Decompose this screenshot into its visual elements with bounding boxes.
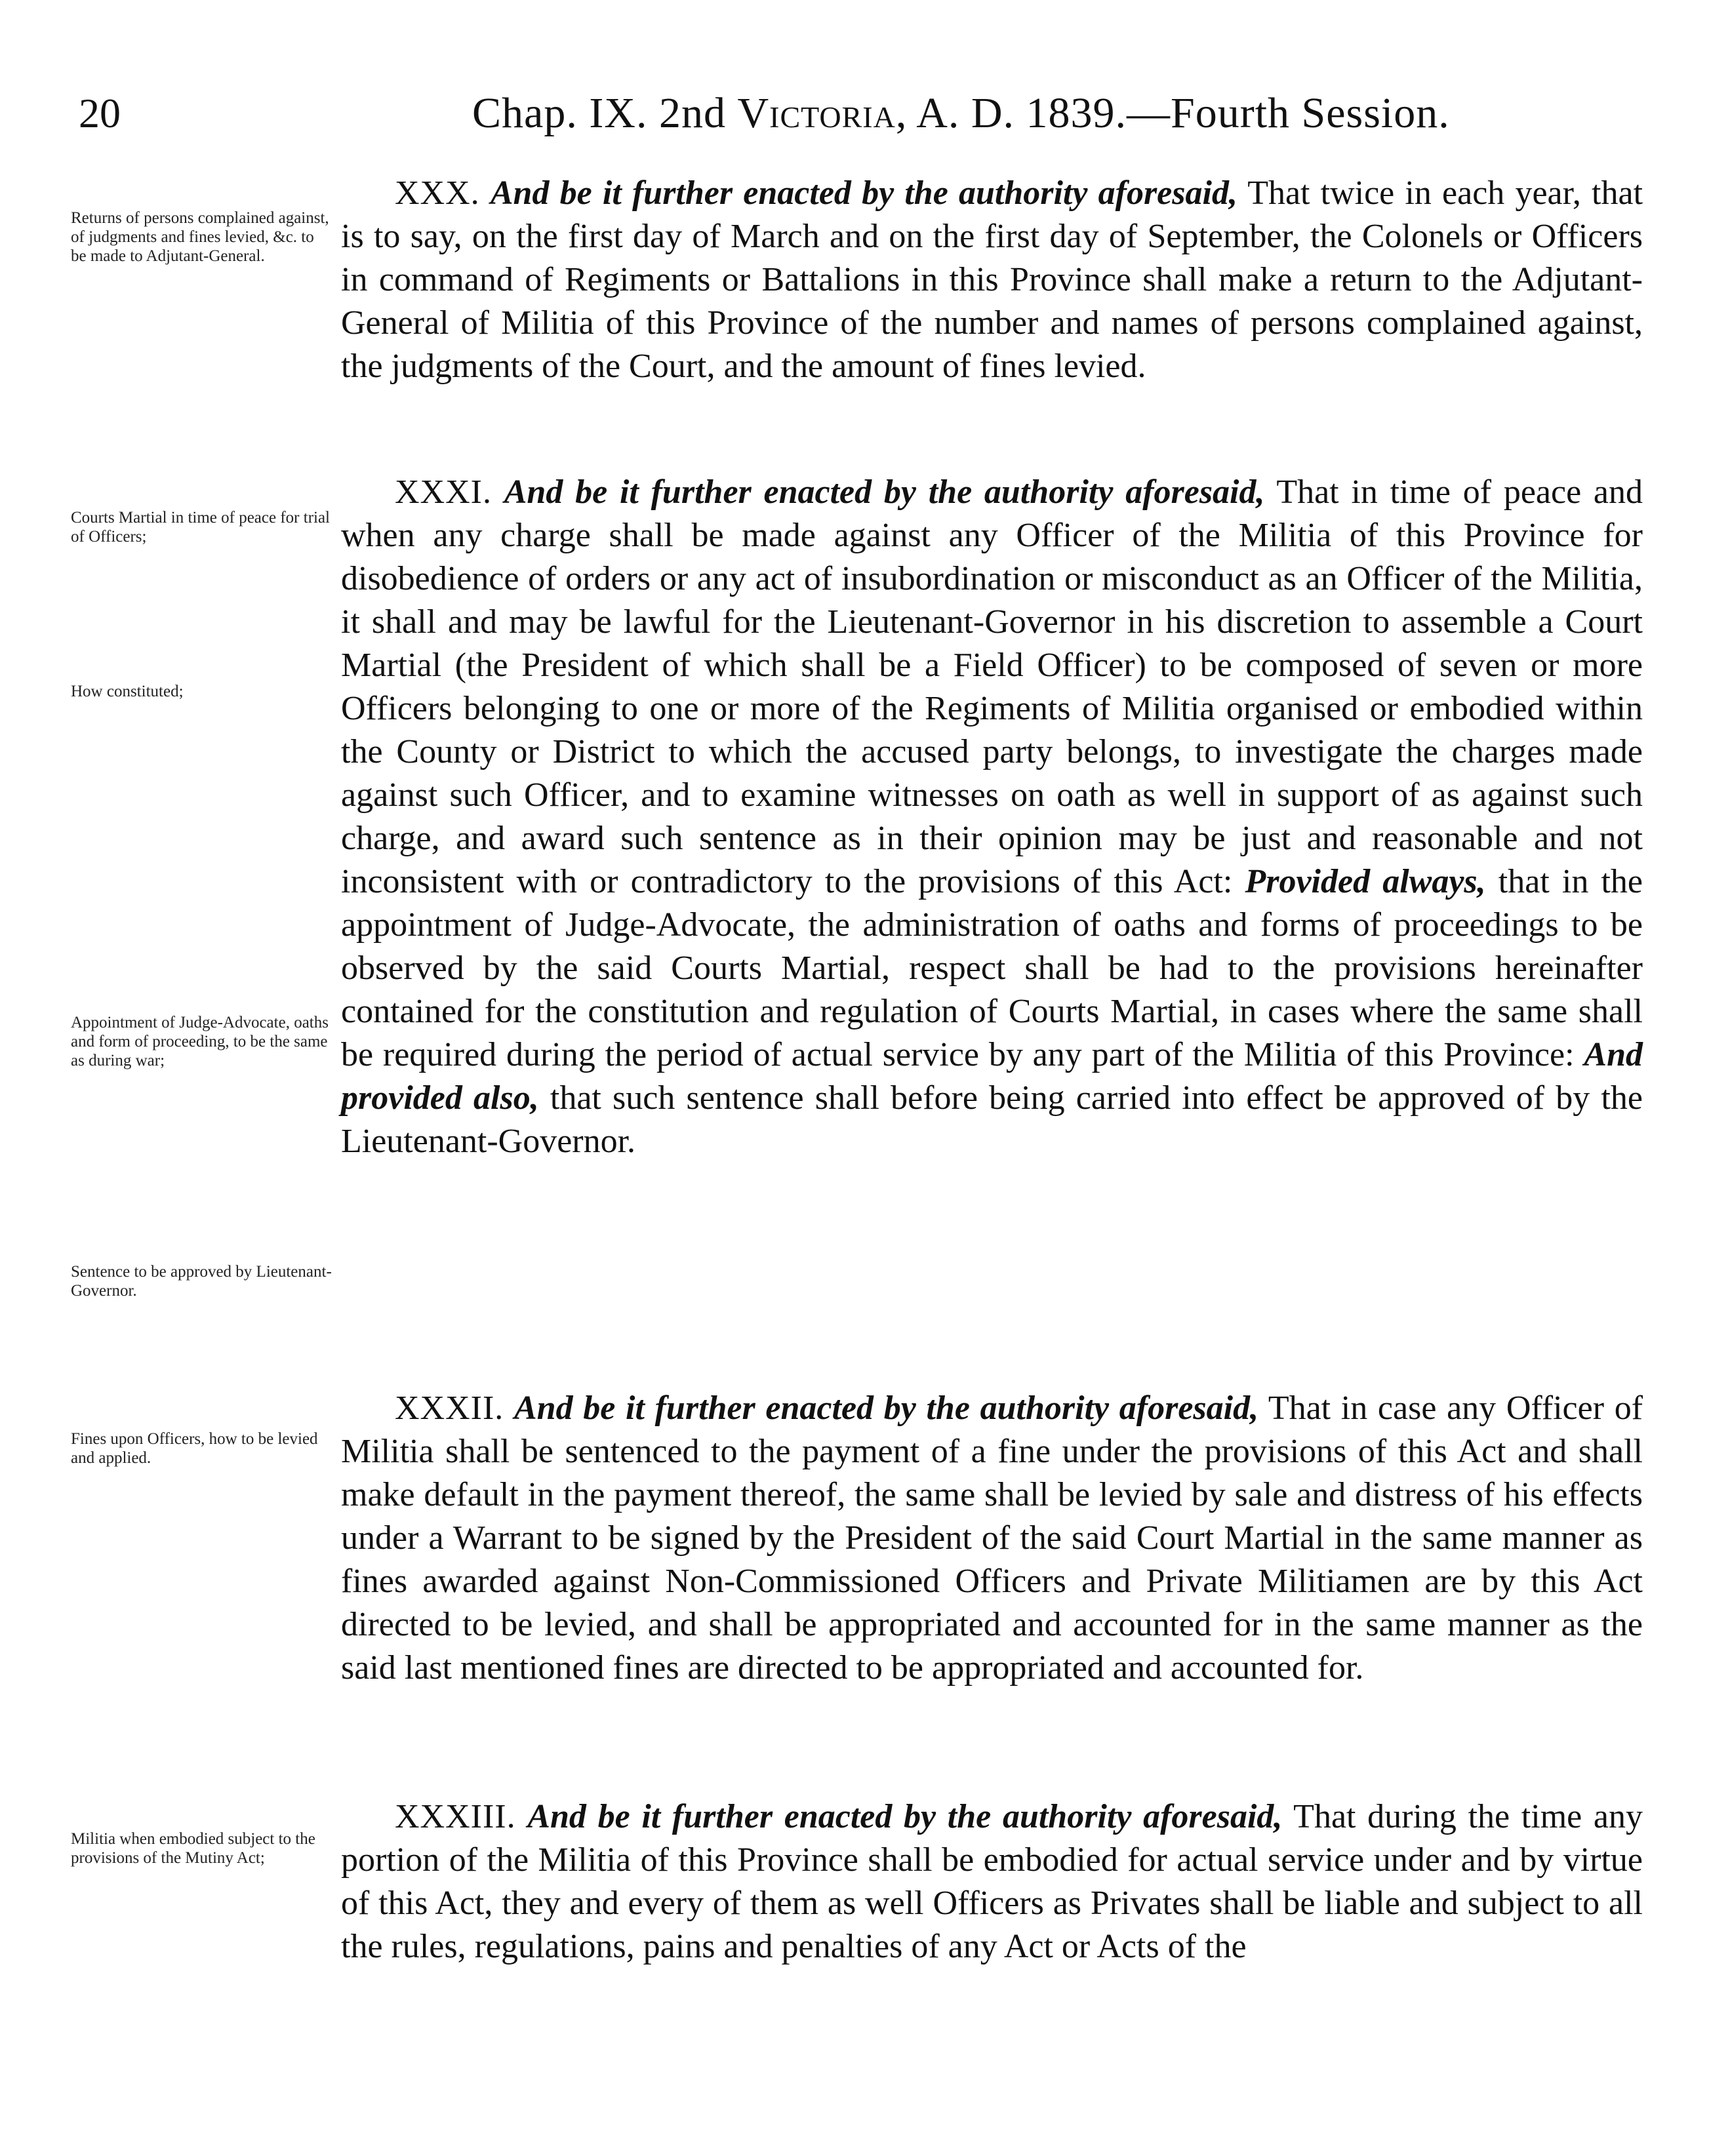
running-title	[472, 84, 1450, 143]
section-text: That twice in each year, that is to say, on the first day of March and on the first day of September, the Colonels or Officers in command of Regiments or Battalions in this Province shall make a return to the Adjutant-General of Militia of this Province of the number and names of persons complained against, the judgments of the Court, and the amount of fines levied.	[341, 174, 1643, 385]
year-label: A. D. 1839.	[916, 89, 1127, 137]
section-body	[341, 471, 1643, 1163]
enacting-clause: And be it further enacted by the authority aforesaid,	[527, 1798, 1283, 1835]
margin-note: Sentence to be approved by Lieutenant-Governor.	[71, 1263, 332, 1300]
section-number: XXXII.	[395, 1389, 504, 1427]
section-text: that in the appointment of Judge-Advocate, the administration of oaths and forms of proceedings to be observed by the said Courts Martial, respect shall be had to the provisions hereinafter contained for the constitution and regulation of Courts Martial, in cases where the same shall be required during the period of actual service by any part of the Militia of this Province:	[341, 863, 1643, 1073]
margin-note: Militia when embodied subject to the provisions of the Mutiny Act;	[71, 1830, 315, 1867]
enacting-clause: And be it further enacted by the authority aforesaid,	[490, 174, 1237, 212]
section-number: XXX.	[395, 174, 480, 212]
section-text: That in time of peace and when any charge shall be made against any Officer of the Militia of this Province for disobedience of orders or any act of insubordination or misconduct as an Officer of the Militia, it shall and may be lawful for the Lieutenant-Governor in his discretion to assemble a Court Martial (the President of which shall be a Field Officer) to be composed of seven or more Officers belonging to one or more of the Regiments of Militia organised or embodied within the County or District to which the accused party belongs, to investigate the charges made against such Officer, and to examine witnesses on oath as well in support of as against such charge, and award such sentence as in their opinion may be just and reasonable and not inconsistent with or contradictory to the provisions of this Act:	[341, 473, 1643, 900]
margin-note: How constituted;	[71, 683, 184, 700]
section-text: That during the time any portion of the Militia of this Province shall be embodied for actual service under and by virtue of this Act, they and every of them as well Officers as Privates shall be liable and subject to all the rules, regulations, pains and penalties of any Act or Acts of the	[341, 1798, 1643, 1965]
section-body	[341, 1795, 1643, 1968]
section-body	[341, 1387, 1643, 1690]
enacting-clause: And be it further enacted by the authority aforesaid,	[504, 473, 1265, 511]
section-text: that such sentence shall before being carried into effect be approved of by the Lieutenant-Governor.	[341, 1079, 1643, 1160]
section-text: That in case any Officer of Militia shall be sentenced to the payment of a fine under the provisions of this Act and shall make default in the payment thereof, the same shall be levied by sale and distress of his effects under a Warrant to be signed by the President of the said Court Martial in the same manner as fines awarded against Non-Commissioned Officers and Private Militiamen are by this Act directed to be levied, and shall be appropriated and accounted for in the same manner as the said last mentioned fines are directed to be appropriated and accounted for.	[341, 1389, 1643, 1687]
section-number: XXXIII.	[395, 1798, 516, 1835]
section-number: XXXI.	[395, 473, 492, 511]
page-header	[79, 84, 1639, 150]
proviso-clause: Provided always,	[1245, 863, 1486, 900]
margin-note: Fines upon Officers, how to be levied and applied.	[71, 1430, 318, 1467]
enacting-clause: And be it further enacted by the authority aforesaid,	[513, 1389, 1259, 1427]
margin-note: Courts Martial in time of peace for trial of Officers;	[71, 509, 331, 546]
page-number: 20	[79, 90, 121, 136]
proviso-clause: And provided also,	[341, 1036, 1643, 1117]
section-body	[341, 172, 1643, 388]
margin-note: Returns of persons complained against, of judgments and fines levied, &c. to be made to Adjutant-General.	[71, 209, 329, 265]
margin-note: Appointment of Judge-Advocate, oaths and form of proceeding, to be the same as during war;	[71, 1014, 329, 1069]
sovereign-label: Victoria,	[737, 89, 908, 137]
session-label: —Fourth Session.	[1127, 89, 1450, 137]
chapter-label: Chap. IX. 2nd	[472, 89, 726, 137]
